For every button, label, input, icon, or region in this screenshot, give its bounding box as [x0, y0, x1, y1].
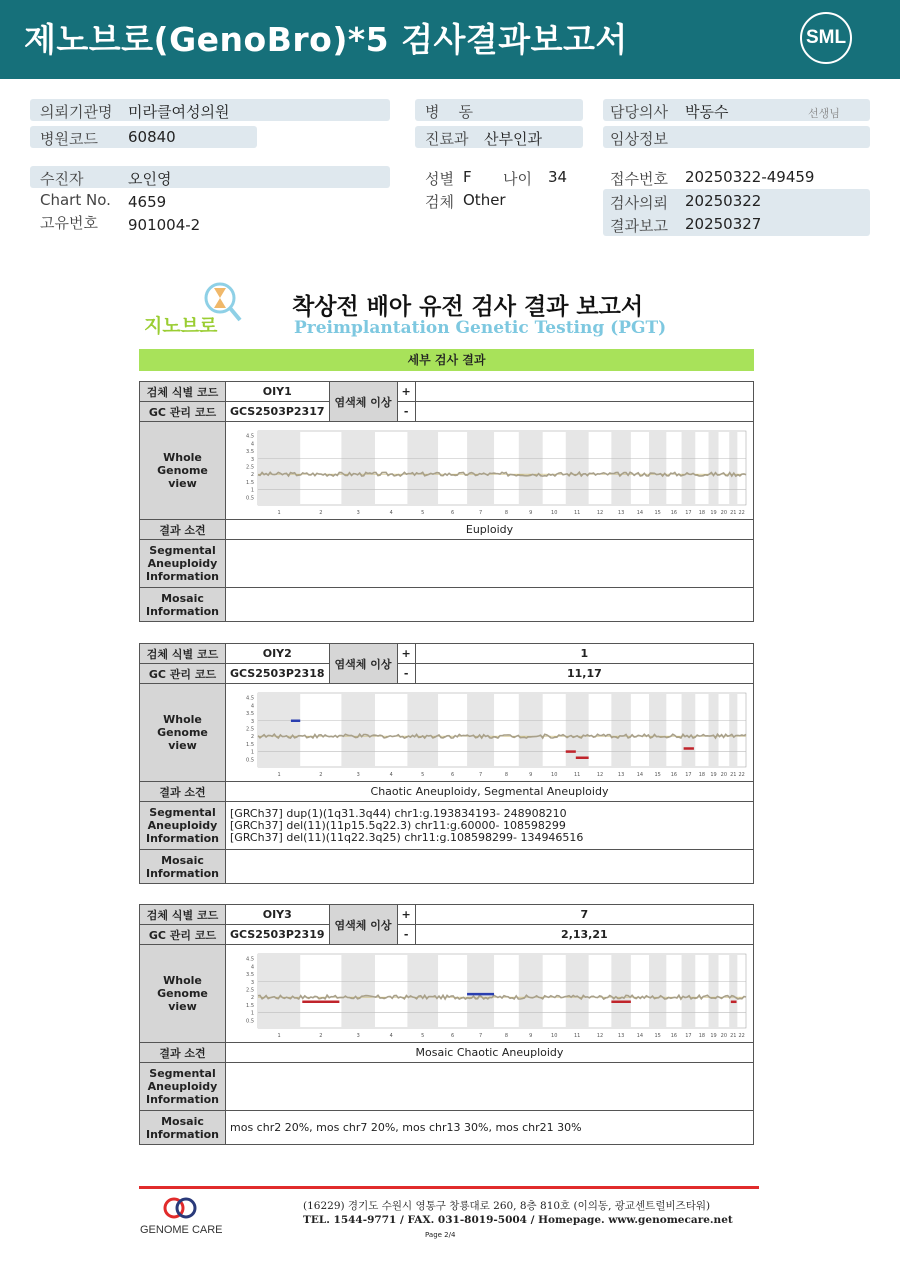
- sample-code: OIY2: [226, 644, 330, 664]
- y-tick-label: 3: [250, 718, 254, 725]
- x-tick-label: 5: [421, 771, 425, 778]
- x-tick-label: 14: [636, 509, 644, 516]
- x-tick-label: 18: [698, 1032, 706, 1039]
- x-tick-label: 10: [551, 771, 558, 778]
- chr-band: [407, 693, 438, 767]
- y-tick-label: 1: [250, 487, 254, 494]
- x-tick-label: 5: [421, 509, 425, 516]
- x-tick-label: 1: [277, 771, 281, 778]
- name-label: 수진자: [40, 170, 84, 188]
- pgt-title: 착상전 배아 유전 검사 결과 보고서: [292, 294, 644, 320]
- segmental-info: [226, 802, 754, 850]
- request-label: 검사의뢰: [610, 194, 668, 212]
- sex-label: 성별: [425, 170, 454, 188]
- x-tick-label: 7: [478, 771, 483, 778]
- chr-band: [519, 954, 543, 1028]
- id-label: 고유번호: [40, 214, 98, 232]
- x-tick-label: 8: [504, 509, 509, 516]
- x-tick-label: 3: [356, 509, 360, 516]
- x-tick-label: 20: [720, 771, 728, 778]
- code-label: 병원코드: [40, 130, 98, 148]
- sml-logo: SML: [800, 12, 852, 64]
- chr-band: [682, 693, 696, 767]
- x-tick-label: 21: [730, 509, 737, 516]
- segmental-line: [GRCh37] dup(1)(1q31.3q44) chr1:g.193834193- 248908210: [230, 806, 567, 820]
- genome-plot-2: [226, 685, 753, 781]
- chr-band: [611, 431, 630, 505]
- x-tick-label: 4: [389, 1032, 393, 1039]
- ward-label: 병 동: [425, 103, 474, 121]
- y-tick-label: 4.5: [246, 695, 254, 702]
- x-tick-label: 2: [319, 1032, 323, 1039]
- clinical-label: 임상정보: [610, 130, 668, 148]
- x-tick-label: 12: [596, 1032, 604, 1039]
- loss-value: [415, 402, 753, 422]
- chr-band: [566, 954, 589, 1028]
- genome-care-text: GENOME CARE: [140, 1224, 223, 1236]
- y-tick-label: 4.5: [246, 433, 254, 440]
- doctor-value: 박동수: [685, 103, 729, 121]
- x-tick-label: 15: [654, 1032, 661, 1039]
- specimen-value: Other: [463, 191, 506, 209]
- chr-band: [611, 954, 630, 1028]
- chr-band: [682, 431, 696, 505]
- sample-code: OIY1: [226, 382, 330, 402]
- x-tick-label: 14: [636, 1032, 644, 1039]
- id-value: 901004-2: [128, 216, 201, 234]
- x-tick-label: 2: [319, 771, 323, 778]
- x-tick-label: 2: [319, 509, 323, 516]
- x-tick-label: 10: [551, 509, 558, 516]
- y-tick-label: 2: [250, 994, 254, 1001]
- chr-band: [258, 954, 300, 1028]
- x-tick-label: 9: [529, 771, 533, 778]
- genobro-logo: [140, 280, 250, 340]
- request-value: 20250322: [685, 192, 762, 210]
- x-tick-label: 5: [421, 1032, 425, 1039]
- y-tick-label: 1: [250, 1010, 254, 1017]
- chr-band: [649, 693, 666, 767]
- x-tick-label: 21: [730, 771, 737, 778]
- x-tick-label: 6: [450, 509, 455, 516]
- y-tick-label: 4.5: [246, 956, 254, 963]
- y-tick-label: 2.5: [246, 986, 254, 993]
- y-tick-label: 0.5: [246, 756, 254, 763]
- report-title: 제노브로(GenoBro)*5 검사결과보고서: [24, 20, 628, 59]
- chr-band: [649, 431, 666, 505]
- y-tick-label: 2: [250, 471, 254, 478]
- x-tick-label: 8: [504, 1032, 509, 1039]
- report-date-value: 20250327: [685, 215, 762, 233]
- sample-code: OIY3: [226, 905, 330, 925]
- x-tick-label: 19: [710, 1032, 717, 1039]
- x-tick-label: 16: [670, 1032, 678, 1039]
- genome-care-logo: [140, 1197, 240, 1237]
- x-tick-label: 15: [654, 509, 661, 516]
- chr-band: [258, 693, 300, 767]
- genome-plot-1: [226, 423, 753, 519]
- sample-table-1: 검체 식별 코드 OIY1 염색체 이상 + GC 관리 코드 GCS2503P2317 - Whole Genome view 4.5 4 3.5 3 2.5 2 1.5 1 0.5 1 2 3 4 5 6 7 8 9 10 11 12 13 14 15 16 17 18 19 20 21 22 결과 소견 Euploidy Segmental Aneuploidy Information Mosaic Information: [139, 381, 754, 622]
- age-label: 나이: [503, 170, 532, 188]
- sample-table-3: 검체 식별 코드 OIY3 염색체 이상 + 7 GC 관리 코드 GCS2503P2319 - 2,13,21 Whole Genome view 4.5 4 3.5 3 2.5 2 1.5 1 0.5 1 2 3 4 5 6 7 8 9 10 11 12 13 14 15 16 17 18 19 20 21 22 결과 소견 Mosaic Chaotic Aneuploidy Segmental Aneuploidy Information Mosaic Information mos chr2 20%, mos chr7 20%, mos chr13 30%, mos chr21 30%: [139, 904, 754, 1145]
- y-tick-label: 1.5: [246, 1002, 254, 1009]
- y-tick-label: 1.5: [246, 479, 254, 486]
- chr-band: [519, 431, 543, 505]
- whole-genome-label: Whole Genome view: [140, 422, 226, 520]
- loss-value: 11,17: [415, 664, 753, 684]
- x-tick-label: 15: [654, 771, 661, 778]
- chr-band: [341, 693, 375, 767]
- x-tick-label: 7: [478, 1032, 483, 1039]
- x-tick-label: 7: [478, 509, 483, 516]
- dept-label: 진료과: [425, 130, 469, 148]
- x-tick-label: 11: [574, 1032, 581, 1039]
- gc-code-label: GC 관리 코드: [140, 402, 226, 422]
- x-tick-label: 6: [450, 771, 455, 778]
- pgt-subtitle: Preimplantation Genetic Testing (PGT): [294, 318, 667, 338]
- genobro-logo-text: 지노브로: [144, 315, 218, 337]
- gain-value: 7: [415, 905, 753, 925]
- chr-band: [729, 693, 737, 767]
- x-tick-label: 22: [738, 1032, 745, 1039]
- chr-band: [341, 431, 375, 505]
- x-tick-label: 22: [738, 509, 745, 516]
- y-tick-label: 4: [250, 440, 254, 447]
- x-tick-label: 22: [738, 771, 745, 778]
- x-tick-label: 18: [698, 509, 706, 516]
- x-tick-label: 19: [710, 771, 717, 778]
- x-tick-label: 8: [504, 771, 509, 778]
- section-header: 세부 검사 결과: [139, 349, 754, 371]
- hospital-value: 미라클여성의원: [128, 103, 230, 121]
- x-tick-label: 1: [277, 509, 281, 516]
- sample-table-2: 검체 식별 코드 OIY2 염색체 이상 + 1 GC 관리 코드 GCS2503P2318 - 11,17 Whole Genome view 4.5 4 3.5 3 2.5 2 1.5 1 0.5 1 2 3 4 5 6 7 8 9 10 11 12 13 14 15 16 17 18 19 20 21 22 결과 소견 Chaotic Aneuploidy, Segmental Aneuploidy Segmental Aneuploidy Information [GRCh37] dup(1)(1q31.3q44) chr1:g.193834193- 248908210 [GRCh37] del(11)(11p15.5q22.3) chr11:g.60000- 108598299 [GRCh37] del(11)(11q22.3q25) chr11:g.108598299- 134946516 Mosaic Information: [139, 643, 754, 884]
- dept-value: 산부인과: [484, 130, 542, 148]
- chr-band: [682, 954, 696, 1028]
- receipt-value: 20250322-49459: [685, 168, 815, 186]
- x-tick-label: 18: [698, 771, 706, 778]
- x-tick-label: 10: [551, 1032, 558, 1039]
- chr-band: [709, 954, 719, 1028]
- x-tick-label: 4: [389, 509, 393, 516]
- chr-band: [341, 954, 375, 1028]
- chr-band: [519, 693, 543, 767]
- x-tick-label: 19: [710, 509, 717, 516]
- x-tick-label: 12: [596, 509, 604, 516]
- x-tick-label: 13: [617, 1032, 625, 1039]
- contact-line: TEL. 1544-9771 / FAX. 031-8019-5004 / Homepage. www.genomecare.net: [303, 1214, 733, 1226]
- y-tick-label: 2.5: [246, 725, 254, 732]
- abnormal-label: 염색체 이상: [329, 382, 397, 422]
- y-tick-label: 0.5: [246, 494, 254, 501]
- genome-plot-3: [226, 946, 753, 1042]
- code-value: 60840: [128, 128, 176, 146]
- report-header: [0, 0, 900, 79]
- chr-band: [709, 431, 719, 505]
- chr-band: [467, 954, 494, 1028]
- hospital-label: 의뢰기관명: [40, 103, 113, 121]
- x-tick-label: 20: [720, 1032, 728, 1039]
- mosaic-info: [226, 588, 754, 622]
- x-tick-label: 17: [685, 509, 692, 516]
- x-tick-label: 21: [730, 1032, 737, 1039]
- address-line: (16229) 경기도 수원시 영통구 창룡대로 260, 8층 810호 (이의동, 광교센트럴비즈타워): [303, 1200, 711, 1212]
- x-tick-label: 11: [574, 509, 581, 516]
- x-tick-label: 20: [720, 509, 728, 516]
- x-tick-label: 3: [356, 1032, 360, 1039]
- chr-band: [467, 431, 494, 505]
- result-text: Chaotic Aneuploidy, Segmental Aneuploidy: [226, 782, 754, 802]
- gc-code: GCS2503P2318: [226, 664, 330, 684]
- mosaic-info: [226, 850, 754, 884]
- y-tick-label: 3: [250, 456, 254, 463]
- mosaic-info: mos chr2 20%, mos chr7 20%, mos chr13 30%, mos chr21 30%: [226, 1111, 754, 1145]
- x-tick-label: 17: [685, 1032, 692, 1039]
- x-tick-label: 4: [389, 771, 393, 778]
- receipt-label: 접수번호: [610, 170, 668, 188]
- chr-band: [649, 954, 666, 1028]
- y-tick-label: 3: [250, 979, 254, 986]
- chr-band: [258, 431, 300, 505]
- segmental-line: [GRCh37] del(11)(11q22.3q25) chr11:g.108598299- 134946516: [230, 830, 584, 844]
- age-value: 34: [548, 168, 568, 186]
- y-tick-label: 3.5: [246, 971, 254, 978]
- doctor-suffix: 선생님: [808, 107, 840, 120]
- y-tick-label: 2.5: [246, 463, 254, 470]
- chr-band: [709, 693, 719, 767]
- chr-band: [467, 693, 494, 767]
- chr-band: [566, 431, 589, 505]
- chr-band: [729, 954, 737, 1028]
- loss-value: 2,13,21: [415, 925, 753, 945]
- chart-value: 4659: [128, 193, 167, 211]
- gain-value: 1: [415, 644, 753, 664]
- gain-value: [415, 382, 753, 402]
- x-tick-label: 3: [356, 771, 360, 778]
- result-text: Euploidy: [226, 520, 754, 540]
- x-tick-label: 12: [596, 771, 604, 778]
- result-text: Mosaic Chaotic Aneuploidy: [226, 1043, 754, 1063]
- x-tick-label: 13: [617, 771, 625, 778]
- chr-band: [407, 431, 438, 505]
- chr-band: [407, 954, 438, 1028]
- segmental-info: [226, 1063, 754, 1111]
- chart-label: Chart No.: [40, 191, 111, 209]
- x-tick-label: 1: [277, 1032, 281, 1039]
- gc-code: GCS2503P2319: [226, 925, 330, 945]
- x-tick-label: 9: [529, 1032, 533, 1039]
- y-tick-label: 3.5: [246, 710, 254, 717]
- footer-line: [139, 1186, 759, 1189]
- x-tick-label: 13: [617, 509, 625, 516]
- x-tick-label: 6: [450, 1032, 455, 1039]
- y-tick-label: 4: [250, 963, 254, 970]
- y-tick-label: 2: [250, 733, 254, 740]
- gc-code: GCS2503P2317: [226, 402, 330, 422]
- page-number: Page 2/4: [425, 1231, 456, 1239]
- x-tick-label: 9: [529, 509, 533, 516]
- x-tick-label: 16: [670, 509, 678, 516]
- sample-code-label: 검체 식별 코드: [140, 382, 226, 402]
- report-date-label: 결과보고: [610, 217, 668, 235]
- y-tick-label: 0.5: [246, 1017, 254, 1024]
- y-tick-label: 1: [250, 749, 254, 756]
- footer-address: [303, 1199, 733, 1227]
- x-tick-label: 14: [636, 771, 644, 778]
- y-tick-label: 1.5: [246, 741, 254, 748]
- y-tick-label: 4: [250, 702, 254, 709]
- x-tick-label: 16: [670, 771, 678, 778]
- chr-band: [566, 693, 589, 767]
- y-tick-label: 3.5: [246, 448, 254, 455]
- x-tick-label: 11: [574, 771, 581, 778]
- chr-band: [611, 693, 630, 767]
- chr-band: [729, 431, 737, 505]
- x-tick-label: 17: [685, 771, 692, 778]
- segmental-line: [GRCh37] del(11)(11p15.5q22.3) chr11:g.60000- 108598299: [230, 818, 566, 832]
- doctor-label: 담당의사: [610, 103, 668, 121]
- name-value: 오인영: [128, 170, 172, 188]
- specimen-label: 검체: [425, 193, 454, 211]
- sex-value: F: [463, 168, 472, 186]
- segmental-info: [226, 540, 754, 588]
